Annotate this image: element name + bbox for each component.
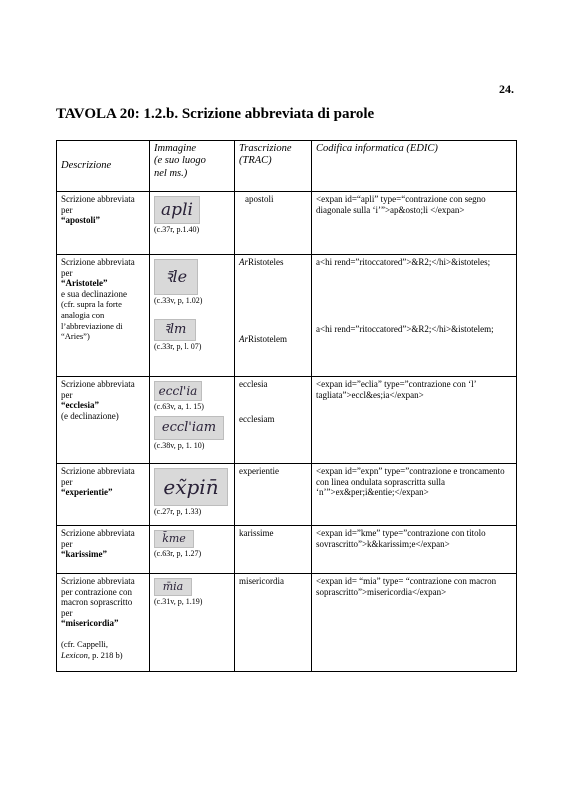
manuscript-image: eccl'iam: [154, 416, 224, 440]
transcription-cell: ecclesia ecclesiam: [235, 377, 312, 464]
manuscript-image: k̄me: [154, 530, 194, 548]
manuscript-reference: (c.38v, p, 1. 10): [154, 441, 205, 451]
transcription-cell: misericordia: [235, 574, 312, 672]
encoding-cell: <expan id= “mia” type= “contrazione con macron soprascritto”>misericordia</expan>: [312, 574, 517, 672]
header-immagine: Immagine (e suo luogo nel ms.): [150, 141, 235, 192]
manuscript-image: ꝛ̄le: [154, 259, 198, 295]
table-row: [57, 464, 517, 526]
header-codifica: Codifica informatica (EDIC): [312, 141, 517, 192]
image-cell: [150, 377, 235, 464]
page-title: TAVOLA 20: 1.2.b. Scrizione abbreviata di parole: [56, 106, 375, 122]
transcription-cell: karissime: [235, 526, 312, 574]
table-row: [57, 574, 517, 672]
table-row: [57, 192, 517, 255]
transcription-cell: apostoli: [235, 192, 312, 255]
manuscript-reference: (c.33r, p, l. 07): [154, 342, 202, 352]
image-cell: [150, 464, 235, 526]
manuscript-reference: (c.33v, p, 1.02): [154, 296, 203, 305]
encoding-cell: <expan id=“apli” type=“contrazione con segno diagonale sulla ‘i’”>ap&osto;li </expan>: [312, 192, 517, 255]
manuscript-reference: (c.37r, p.1.40): [154, 225, 200, 234]
description-cell: Scrizione abbreviata per “Aristotele” e sua declinazione (cfr. supra la forte analogia con l’abbreviazione di “Aries”): [57, 255, 150, 377]
manuscript-image: apli: [154, 196, 200, 224]
description-cell: Scrizione abbreviata per contrazione con macron soprascritto per “misericordia” (cfr. Cappelli, Lexicon, p. 218 b): [57, 574, 150, 672]
manuscript-image: ꝛ̄lm: [154, 319, 196, 341]
description-cell: Scrizione abbreviata per “karissime”: [57, 526, 150, 574]
encoding-cell: <expan id=”eclia” type=”contrazione con ‘l’ tagliata”>eccl&es;ia</expan>: [312, 377, 517, 464]
header-trascrizione: Trascrizione (TRAC): [235, 141, 312, 192]
description-cell: Scrizione abbreviata per “apostoli”: [57, 192, 150, 255]
table-row: [57, 526, 517, 574]
abbreviations-table: [56, 140, 517, 672]
table-header-row: [57, 141, 517, 192]
manuscript-reference: (c.31v, p, 1.19): [154, 597, 203, 606]
description-cell: Scrizione abbreviata per “experientie”: [57, 464, 150, 526]
manuscript-reference: (c.63v, a, 1. 15): [154, 402, 204, 411]
transcription-cell: ArRistoteles ArRistotelem: [235, 255, 312, 377]
manuscript-image: m̄ia: [154, 578, 192, 596]
image-cell: [150, 526, 235, 574]
transcription-cell: experientie: [235, 464, 312, 526]
manuscript-reference: (c.27r, p, 1.33): [154, 507, 202, 516]
table-row: [57, 255, 517, 377]
image-cell: [150, 255, 235, 377]
header-descrizione: Descrizione: [57, 141, 150, 192]
manuscript-image: eccl'ia: [154, 381, 202, 401]
manuscript-image: ex̃pin̄: [154, 468, 228, 506]
manuscript-reference: (c.63r, p, 1.27): [154, 549, 202, 558]
encoding-cell: a<hi rend=”ritoccatored”>&R2;</hi>&istoteles; a<hi rend=”ritoccatored”>&R2;</hi>&istotelem;: [312, 255, 517, 377]
image-cell: [150, 192, 235, 255]
image-cell: [150, 574, 235, 672]
page-number: 24.: [499, 82, 514, 96]
description-cell: Scrizione abbreviata per “ecclesia” (e declinazione): [57, 377, 150, 464]
encoding-cell: <expan id=”expn” type=”contrazione e troncamento con linea ondulata soprascritta sulla ‘n’”>ex&per;i&entie;</expan>: [312, 464, 517, 526]
encoding-cell: <expan id=”kme” type=”contrazione con titolo sovrascritto”>k&karissim;e</expan>: [312, 526, 517, 574]
table-row: [57, 377, 517, 464]
